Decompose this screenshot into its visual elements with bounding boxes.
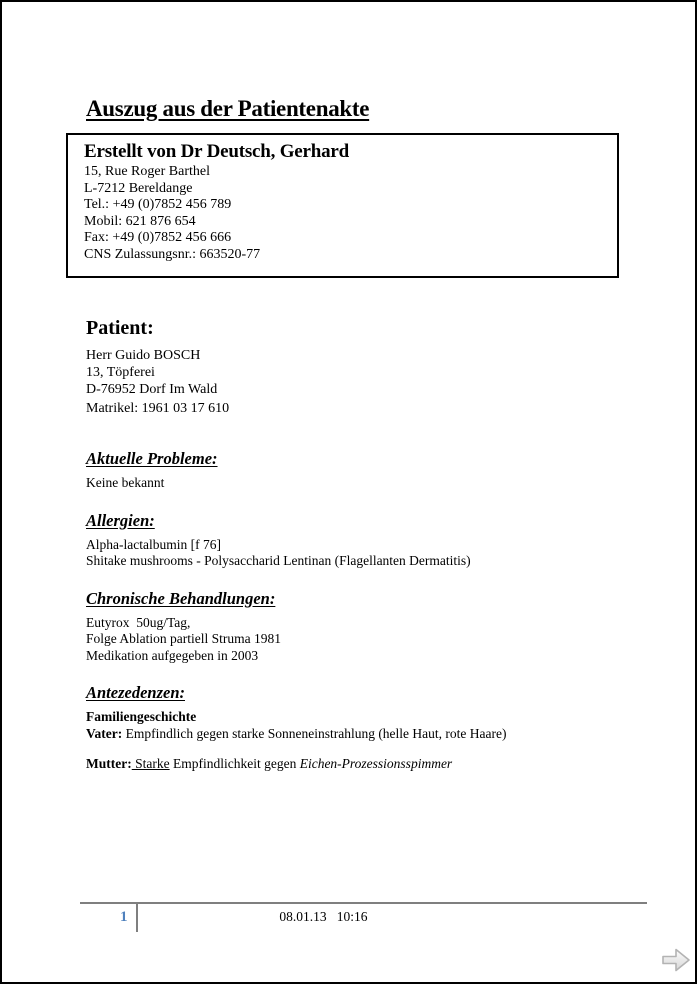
doctor-cns-line: CNS Zulassungsnr.: 663520-77 [84,246,261,262]
mother-italic-term: Eichen-Prozessionsspimmer [299,756,453,771]
doctor-mobile-line: Mobil: 621 876 654 [84,213,196,229]
doctor-box-heading: Erstellt von Dr Deutsch, Gerhard [84,141,350,162]
doctor-fax-line: Fax: +49 (0)7852 456 666 [84,230,232,245]
patient-name-line: Herr Guido BOSCH [86,348,201,363]
doctor-info-box [66,133,619,278]
allergy-line: Shitake mushrooms - Polysaccharid Lentinan (Flagellanten Dermatitis) [86,553,471,568]
doctor-phone-line: Tel.: +49 (0)7852 456 789 [84,197,232,212]
patient-city-line: D-76952 Dorf Im Wald [86,382,218,397]
document-body [86,316,625,773]
treatment-line: Medikation aufgegeben in 2003 [86,647,259,663]
next-page-arrow-icon [661,962,692,977]
section-current-problems [86,449,625,492]
father-label: Vater: [86,725,123,741]
section-allergies [86,511,625,570]
section-chronic-treatments [86,589,625,665]
patient-matrikel-line: Matrikel: 1961 03 17 610 [86,401,230,416]
current-problems-line: Keine bekannt [86,475,165,490]
page-number: 1 [120,909,128,925]
patient-details [86,347,625,417]
mother-underlined-word: Starke [131,756,170,771]
allergies-heading: Allergien: [86,510,155,530]
family-history-label: Familiengeschichte [86,709,197,724]
mother-line [86,756,625,773]
doctor-address-line: 15, Rue Roger Barthel [84,164,210,179]
allergy-line: Alpha-lactalbumin [f 76] [86,536,221,552]
treatment-line: Eutyrox 50ug/Tag, [86,614,191,630]
mother-text: Empfindlichkeit gegen [169,756,300,771]
page-footer [80,902,647,925]
section-antecedents [86,683,625,773]
mother-label: Mutter: [86,756,132,771]
footer-datetime: 08.01.13 10:16 [279,909,368,924]
current-problems-heading: Aktuelle Probleme: [86,449,218,468]
page-title: Auszug aus der Patientenakte [86,96,370,121]
treatment-line: Folge Ablation partiell Struma 1981 [86,631,281,646]
antecedents-heading: Antezedenzen: [86,683,185,702]
chronic-treatments-heading: Chronische Behandlungen: [86,588,276,608]
father-line [86,726,625,743]
doctor-address-line: L-7212 Bereldange [84,180,193,196]
father-text: Empfindlich gegen starke Sonneneinstrahlung (helle Haut, rote Haare) [122,725,507,741]
next-page-button[interactable] [660,947,692,975]
patient-section-heading: Patient: [86,317,154,339]
patient-address-line: 13, Töpferei [86,365,155,380]
